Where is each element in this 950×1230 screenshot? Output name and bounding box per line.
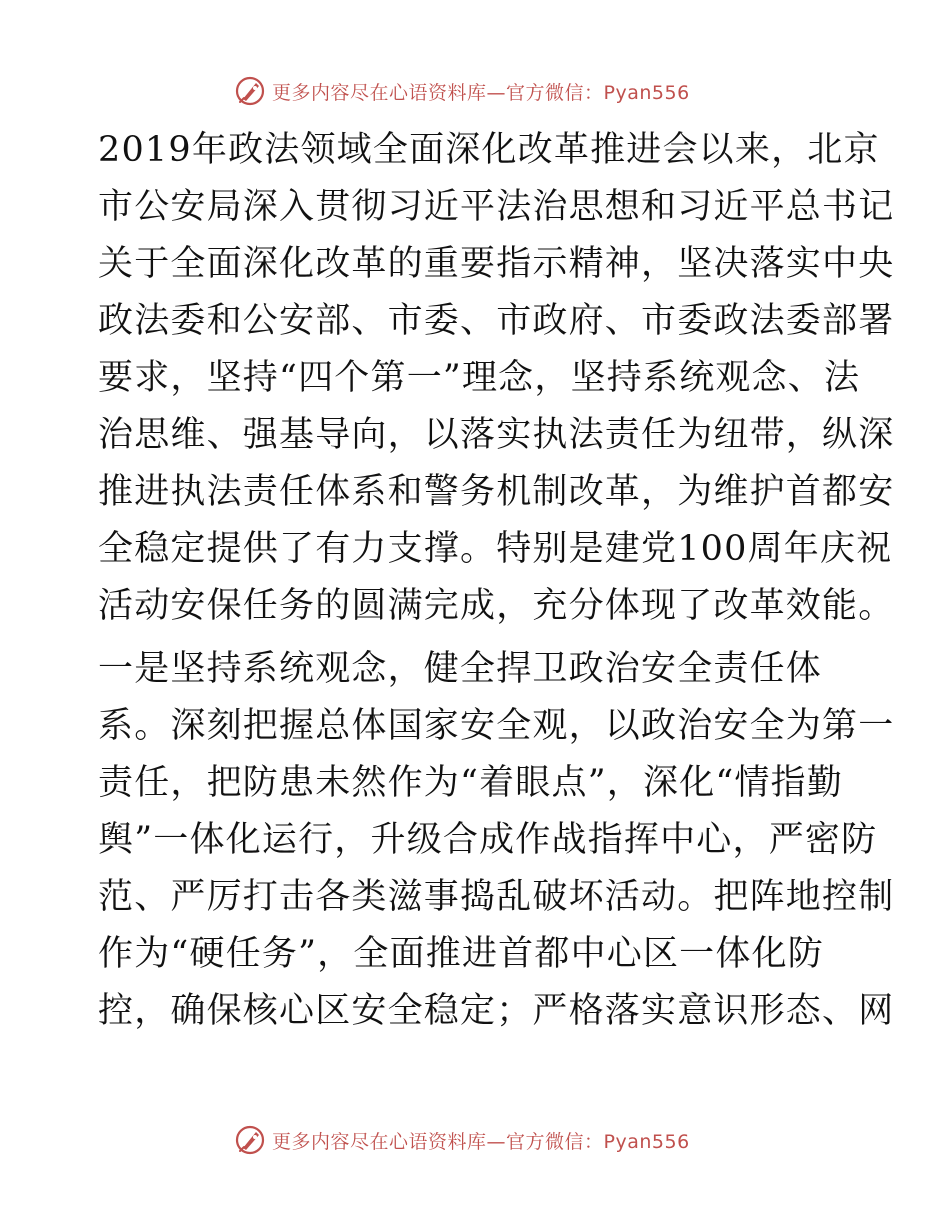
text-line: 治思维、强基导向，以落实执法责任为纽带，纵深 xyxy=(98,415,895,455)
text-line: 推进执法责任体系和警务机制改革，为维护首都安 xyxy=(98,472,895,512)
text-line: 控，确保核心区安全稳定；严格落实意识形态、网 xyxy=(98,991,895,1031)
header-banner-text: 更多内容尽在心语资料库—官方微信：Pyan556 xyxy=(272,81,690,104)
text-line: 责任，把防患未然作为“着眼点”，深化“情指勤 xyxy=(98,763,844,803)
text-line: 范、严厉打击各类滋事捣乱破坏活动。把阵地控制 xyxy=(98,877,895,917)
text-line: 政法委和公安部、市委、市政府、市委政法委部署 xyxy=(98,301,895,341)
text-line: 一是坚持系统观念，健全捍卫政治安全责任体 xyxy=(98,649,823,689)
text-line: 舆”一体化运行，升级合成作战指挥中心，严密防 xyxy=(98,820,878,860)
text-line: 2019年政法领域全面深化改革推进会以来，北京 xyxy=(98,130,880,170)
text-line: 要求，坚持“四个第一”理念，坚持系统观念、法 xyxy=(98,358,861,398)
quill-pen-logo-icon xyxy=(234,1124,266,1156)
document-body xyxy=(98,122,895,1040)
text-line: 关于全面深化改革的重要指示精神，坚决落实中央 xyxy=(98,244,895,284)
text-line: 系。深刻把握总体国家安全观，以政治安全为第一 xyxy=(98,706,895,746)
text-line: 全稳定提供了有力支撑。特别是建党100周年庆祝 xyxy=(98,529,893,569)
footer-banner xyxy=(234,1123,690,1157)
paragraph-2 xyxy=(98,641,895,1040)
quill-pen-logo-icon xyxy=(234,75,266,107)
header-banner xyxy=(234,74,690,108)
text-line: 市公安局深入贯彻习近平法治思想和习近平总书记 xyxy=(98,187,895,227)
footer-banner-text: 更多内容尽在心语资料库—官方微信：Pyan556 xyxy=(272,1130,690,1153)
text-line: 活动安保任务的圆满完成，充分体现了改革效能。 xyxy=(98,586,895,626)
text-line: 作为“硬任务”，全面推进首都中心区一体化防 xyxy=(98,934,824,974)
paragraph-1 xyxy=(98,122,895,635)
